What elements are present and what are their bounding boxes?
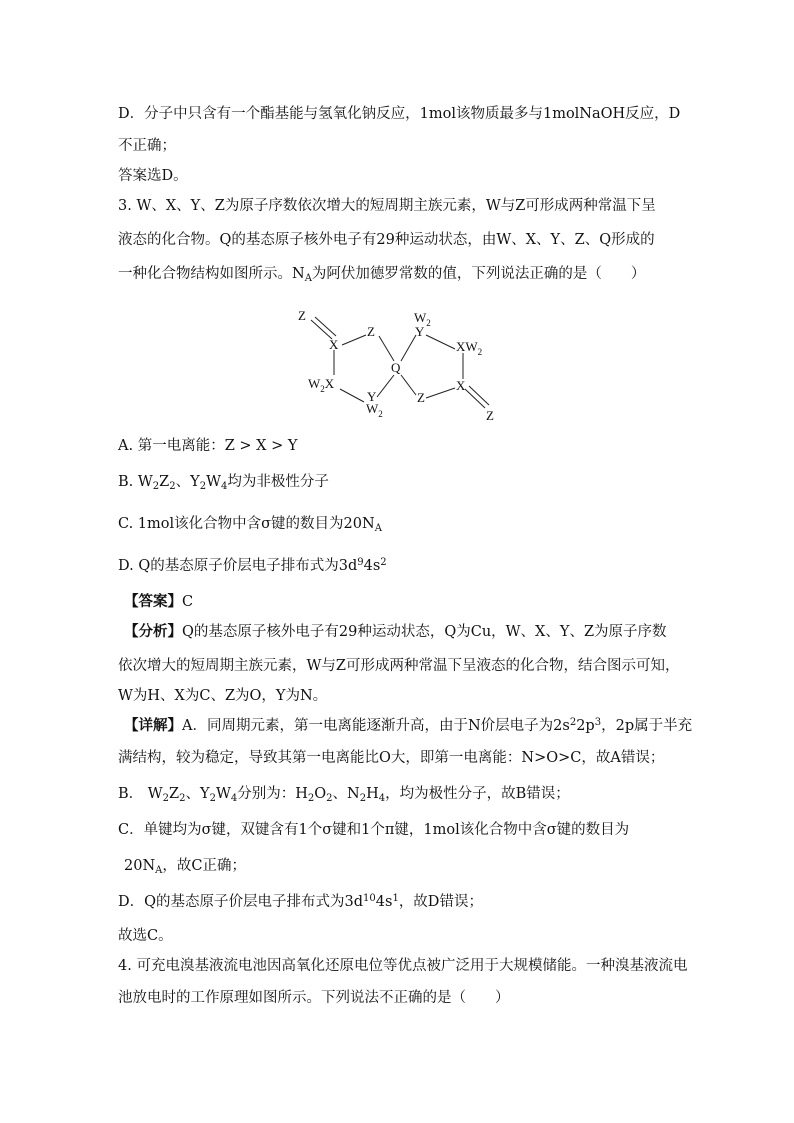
atom-label: $W_2X$ <box>308 376 335 394</box>
question-3-line: 液态的化合物。Q的基态原子核外电子有29种运动状态，由W、X、Y、Z、Q形成的 <box>118 232 655 248</box>
text-line: D．分子中只含有一个酯基能与氢氧化钠反应，1mol该物质最多与1molNaOH反应，D <box>118 106 681 122</box>
atom-label: Z <box>298 308 306 323</box>
detail-line: B． $W_2Z_2$、$Y_2W_4$分别为：$H_2O_2$、$N_2H_4$，均为极性分子，故B错误； <box>118 786 570 804</box>
question-4-line: 4. 可充电溴基液流电池因高氧化还原电位等优点被广泛用于大规模储能。一种溴基液流电 <box>118 958 688 974</box>
atom-label: X <box>456 378 466 393</box>
atom-label: Q <box>391 360 401 375</box>
question-4-line: 池放电时的工作原理如图所示。下列说法不正确的是（ ） <box>118 990 510 1006</box>
atom-label: X <box>329 337 339 352</box>
atom-label: Y <box>367 389 377 404</box>
question-3-line: 一种化合物结构如图所示。$N_A$为阿伏加德罗常数的值，下列说法正确的是（ ） <box>118 266 646 284</box>
option-c: C. 1mol该化合物中含σ键的数目为$20N_A$ <box>118 516 382 534</box>
detail-line: 满结构，较为稳定，导致其第一电离能比O大，即第一电离能：N>O>C，故A错误； <box>118 750 665 766</box>
detail-line: C．单键均为σ键，双键含有1个σ键和1个π键，1mol该化合物中含σ键的数目为 <box>118 822 630 838</box>
atom-label: Z <box>417 390 425 405</box>
detail-line: D．Q的基态原子价层电子排布式为$3d^{10}4s^1$，故D错误； <box>118 893 483 910</box>
answer-line: 【答案】C <box>124 593 194 610</box>
option-b: B. $W_2Z_2$、$Y_2W_4$均为非极性分子 <box>118 474 329 492</box>
atom-label: Z <box>367 324 375 339</box>
atom-label: $W_2$ <box>366 401 383 419</box>
analysis-line: W为H、X为C、Z为O，Y为N。 <box>118 688 328 704</box>
atom-label: Y <box>415 324 425 339</box>
atom-label: $W_2$ <box>414 310 431 328</box>
option-a: A. 第一电离能：Z > X > Y <box>118 438 298 454</box>
question-3-line: 3. W、X、Y、Z为原子序数依次增大的短周期主族元素，W与Z可形成两种常温下呈 <box>118 198 656 214</box>
structure-diagram <box>290 305 510 425</box>
atom-label: Z <box>486 408 494 423</box>
detail-line: 故选C。 <box>118 928 173 944</box>
analysis-line: 【分析】Q的基态原子核外电子有29种运动状态，Q为Cu，W、X、Y、Z为原子序数 <box>124 623 667 640</box>
detail-line: $20N_A$，故C正确； <box>124 858 246 876</box>
text-line: 不正确； <box>118 138 176 154</box>
atom-label: $XW_2$ <box>456 339 483 357</box>
option-d: D. Q的基态原子价层电子排布式为$3d^94s^2$ <box>118 557 387 574</box>
detail-line: 【详解】A．同周期元素，第一电离能逐渐升高，由于N价层电子为$2s^22p^3$，2p属于半充 <box>124 717 693 734</box>
text-line: 答案选D。 <box>118 168 188 184</box>
analysis-line: 依次增大的短周期主族元素，W与Z可形成两种常温下呈液态的化合物，结合图示可知， <box>118 658 680 674</box>
